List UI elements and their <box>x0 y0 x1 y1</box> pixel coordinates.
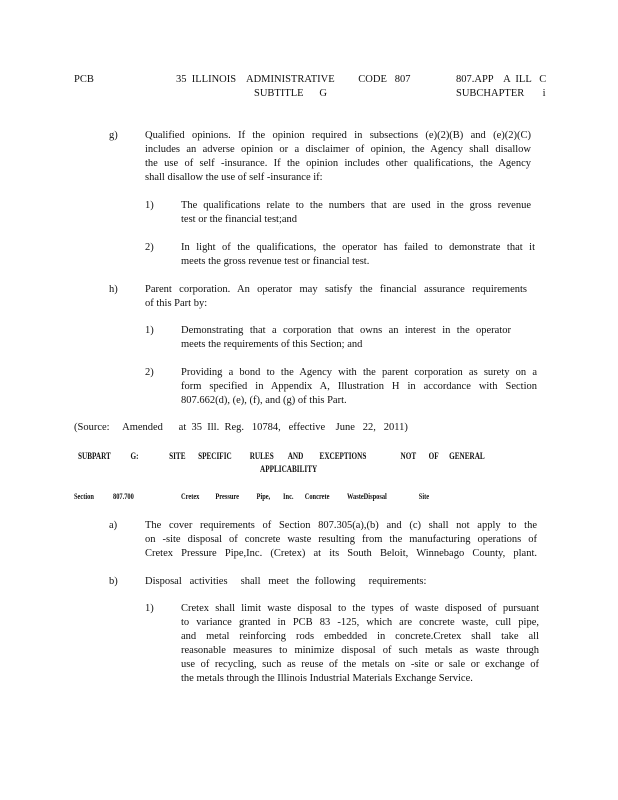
header-right-line2: SUBCHAPTER i <box>456 88 546 99</box>
paragraph-line: and metal reinforcing rods embedded in concrete.Cretex shall take all <box>181 631 539 642</box>
paragraph-line: reasonable measures to minimize disposal of such metals as waste through <box>181 645 539 656</box>
section-g-label: g) <box>109 130 118 141</box>
paragraph-line: 807.662(d), (e), (f), and (g) of this Part. <box>181 395 347 406</box>
paragraph-line: the use of self -insurance. If the opinion includes other qualifications, the Agency <box>145 158 531 169</box>
section-g-paragraph <box>145 129 531 185</box>
section-heading-title: Cretex Pressure Pipe, Inc. Concrete WasteDisposal Site <box>181 492 430 501</box>
paragraph-line: Providing a bond to the Agency with the parent corporation as surety on a <box>181 367 537 378</box>
section-h-item-2-label: 2) <box>145 367 154 378</box>
header-right-line1: 807.APP A ILL C <box>456 74 547 85</box>
paragraph-line: Demonstrating that a corporation that owns an interest in the operator <box>181 325 511 336</box>
paragraph-line: The qualifications relate to the numbers that are used in the gross revenue <box>181 200 531 211</box>
paragraph-line: to variance granted in PCB 83 -125, which are concrete waste, cull pipe, <box>181 617 539 628</box>
section-h-item-1-text <box>181 324 511 352</box>
paragraph-line: on -site disposal of concrete waste resulting from the manufacturing operations of <box>145 534 537 545</box>
paragraph-line: the metals through the Illinois Industrial Materials Exchange Service. <box>181 673 473 684</box>
paragraph-line: form specified in Appendix A, Illustration H in accordance with Section <box>181 381 537 392</box>
section-heading-label: Section <box>74 492 94 501</box>
paragraph-line: Qualified opinions. If the opinion required in subsections (e)(2)(B) and (e)(2)(C) <box>145 130 531 141</box>
section-a-paragraph <box>145 519 537 561</box>
paragraph-line: meets the gross revenue test or financial test. <box>181 256 370 267</box>
section-h-item-2-text <box>181 366 537 408</box>
section-g-item-1-label: 1) <box>145 200 154 211</box>
section-heading-number: 807.700 <box>113 492 134 501</box>
paragraph-line: Cretex shall limit waste disposal to the types of waste disposed of pursuant <box>181 603 539 614</box>
paragraph-line: shall disallow the use of self -insurance if: <box>145 172 323 183</box>
section-h-label: h) <box>109 284 118 295</box>
paragraph-line: includes an adverse opinion or a disclaimer of opinion, the Agency shall disallow <box>145 144 531 155</box>
section-h-paragraph <box>145 283 527 311</box>
subpart-heading-line2: APPLICABILITY <box>260 464 318 474</box>
section-g-item-2-text <box>181 241 535 269</box>
paragraph-line: meets the requirements of this Section; and <box>181 339 363 350</box>
section-b-label: b) <box>109 576 118 587</box>
paragraph-line: use of recycling, such as reuse of the metals on -site or sale or exchange of <box>181 659 539 670</box>
subpart-heading-line1: SUBPART G: SITE SPECIFIC RULES AND EXCEPTIONS NOT OF GENERAL <box>78 451 485 461</box>
paragraph-line: Cretex Pressure Pipe,Inc. (Cretex) at its South Beloit, Winnebago County, plant. <box>145 548 537 559</box>
section-h-item-1-label: 1) <box>145 325 154 336</box>
source-note: (Source: Amended at 35 Ill. Reg. 10784, effective June 22, 2011) <box>74 422 408 433</box>
section-b-item-1-text <box>181 602 539 686</box>
section-b-text: Disposal activities shall meet the following requirements: <box>145 576 427 587</box>
section-g-item-1-text <box>181 199 531 227</box>
paragraph-line: In light of the qualifications, the operator has failed to demonstrate that it <box>181 242 535 253</box>
section-g-item-2-label: 2) <box>145 242 154 253</box>
section-a-label: a) <box>109 520 118 531</box>
header-center-line1: 35 ILLINOIS ADMINISTRATIVE CODE 807 <box>176 74 411 85</box>
paragraph-line: of this Part by: <box>145 298 208 309</box>
header-center-line2: SUBTITLE G <box>254 88 327 99</box>
section-b-item-1-label: 1) <box>145 603 154 614</box>
paragraph-line: Parent corporation. An operator may satisfy the financial assurance requirements <box>145 284 527 295</box>
paragraph-line: The cover requirements of Section 807.305(a),(b) and (c) shall not apply to the <box>145 520 537 531</box>
paragraph-line: test or the financial test;and <box>181 214 298 225</box>
header-left: PCB <box>74 74 94 85</box>
